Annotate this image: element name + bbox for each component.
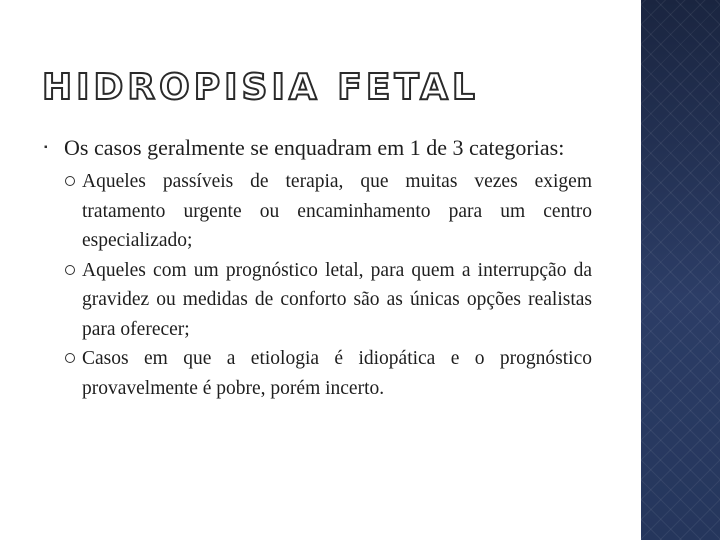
bullet-marker: ▪ xyxy=(44,142,48,153)
circle-bullet-icon xyxy=(65,176,75,186)
category-list xyxy=(44,167,592,403)
slide-title: HIDROPISIA FETAL xyxy=(42,67,479,108)
slide-body xyxy=(44,133,592,403)
main-bullet xyxy=(44,133,592,163)
category-item xyxy=(44,344,592,403)
main-bullet-text: Os casos geralmente se enquadram em 1 de 3 categorias: xyxy=(64,135,565,160)
category-text: Aqueles com um prognóstico letal, para quem a interrupção da gravidez ou medidas de conforto são as únicas opções realistas para oferecer; xyxy=(82,259,592,340)
circle-bullet-icon xyxy=(65,265,75,275)
category-item xyxy=(44,256,592,345)
category-text: Aqueles passíveis de terapia, que muitas vezes exigem tratamento urgente ou encaminhamento para um centro especializado; xyxy=(82,171,592,251)
category-item xyxy=(44,167,592,256)
category-text: Casos em que a etiologia é idiopática e o prognóstico provavelmente é pobre, porém incerto. xyxy=(82,348,592,399)
decorative-side-panel xyxy=(641,0,720,540)
circle-bullet-icon xyxy=(65,353,75,363)
